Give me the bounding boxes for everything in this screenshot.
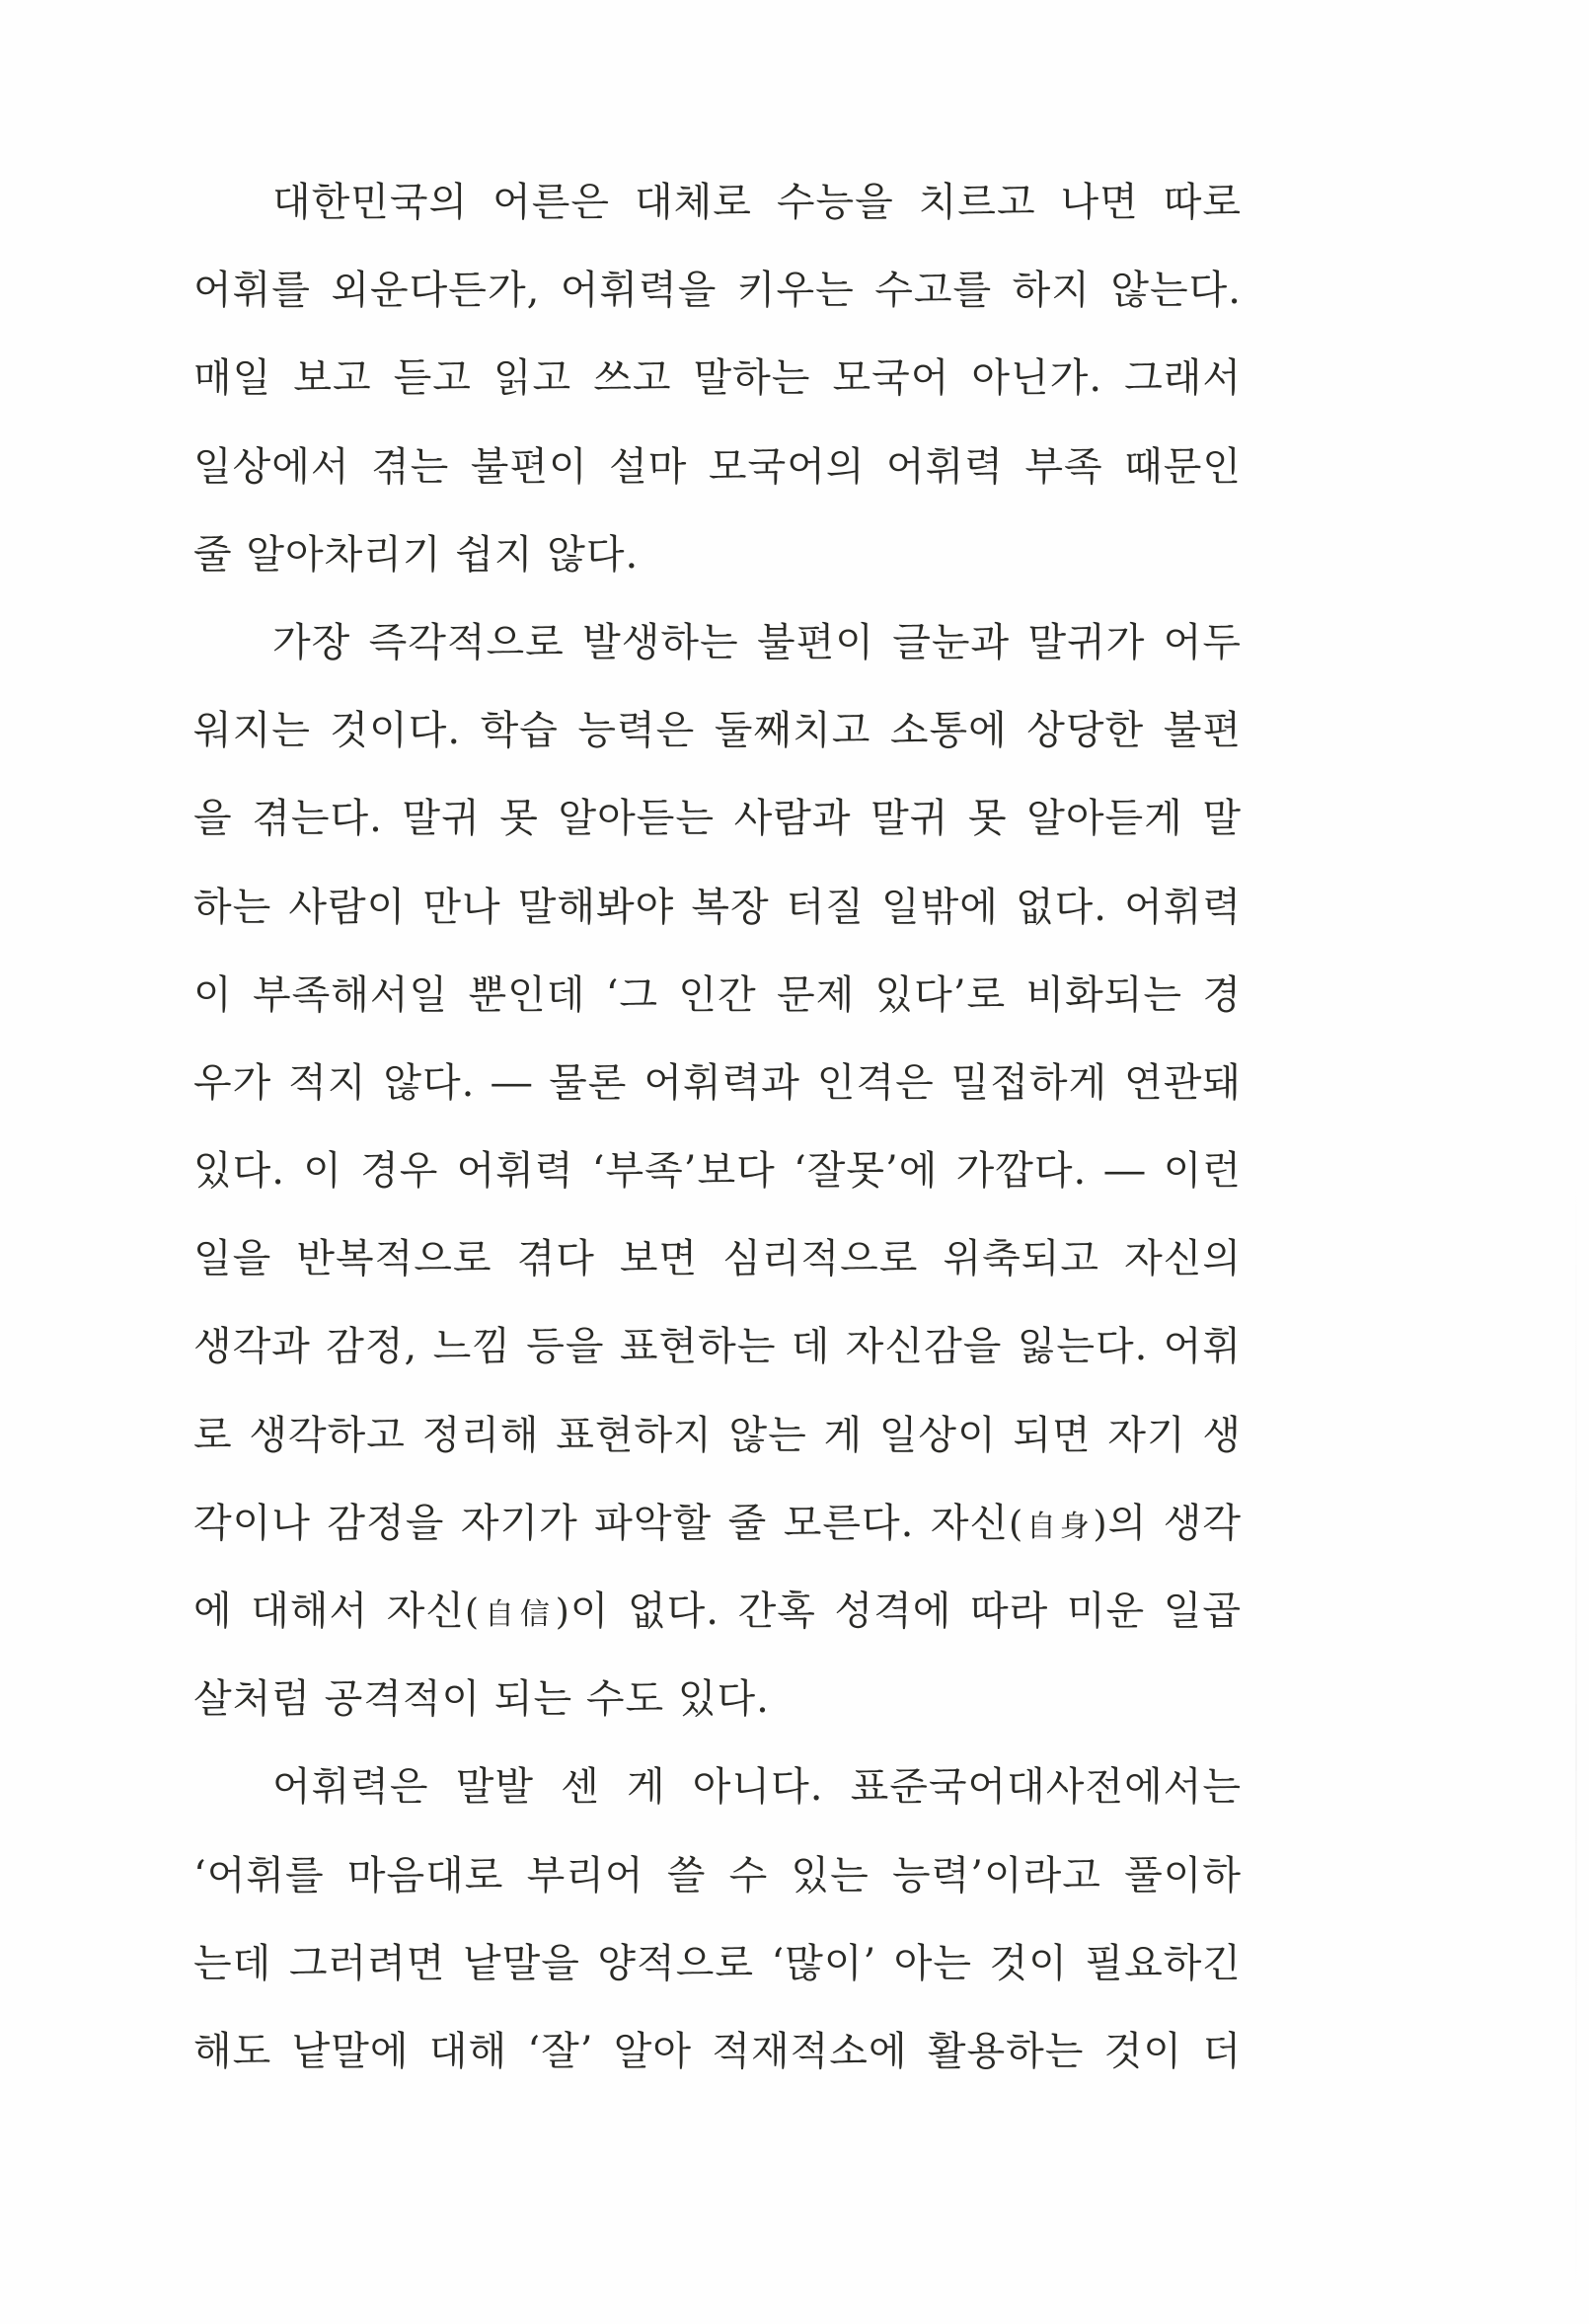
- text-line: 생각과 감정, 느낌 등을 표현하는 데 자신감을 잃는다. 어휘: [193, 1324, 1242, 1370]
- text-line: 일을 반복적으로 겪다 보면 심리적으로 위축되고 자신의: [193, 1236, 1242, 1282]
- text-line: 어휘를 외운다든가, 어휘력을 키우는 수고를 하지 않는다.: [193, 268, 1242, 314]
- open-paren: (: [1009, 1504, 1024, 1545]
- text-line: 일상에서 겪는 불편이 설마 모국어의 어휘력 부족 때문인: [193, 443, 1242, 490]
- body-text: [193, 173, 1242, 2110]
- text-line: ‘어휘를 마음대로 부리어 쓸 수 있는 능력’이라고 풀이하: [193, 1852, 1242, 1898]
- text-line: 워지는 것이다. 학습 능력은 둘째치고 소통에 상당한 불편: [193, 708, 1242, 754]
- hanja-annotation: 自身: [1023, 1509, 1094, 1544]
- paragraph-3: [193, 1757, 1242, 2110]
- open-paren: (: [465, 1592, 481, 1633]
- close-paren: ): [1093, 1504, 1108, 1545]
- text-line: 줄 알아차리기 쉽지 않다.: [193, 531, 640, 578]
- text-segment: 이 없다. 간혹 성격에 따라 미운 일곱: [569, 1588, 1242, 1634]
- page-edge-shadow: [1575, 1155, 1577, 2320]
- text-line-with-hanja: [193, 1494, 1242, 1582]
- paragraph-2: [193, 613, 1242, 1757]
- text-line: 가장 즉각적으로 발생하는 불편이 글눈과 말귀가 어두: [272, 619, 1242, 665]
- text-segment: 의 생각: [1107, 1500, 1243, 1546]
- text-line: 있다. 이 경우 어휘력 ‘부족’보다 ‘잘못’에 가깝다. ― 이런: [193, 1148, 1242, 1195]
- hanja-annotation: 自信: [480, 1597, 556, 1632]
- text-line-with-hanja: [193, 1582, 1242, 1669]
- text-line: 로 생각하고 정리해 표현하지 않는 게 일상이 되면 자기 생: [193, 1412, 1242, 1458]
- text-line: 이 부족해서일 뿐인데 ‘그 인간 문제 있다’로 비화되는 경: [193, 971, 1242, 1018]
- text-line: 을 겪는다. 말귀 못 알아듣는 사람과 말귀 못 알아듣게 말: [193, 796, 1242, 842]
- text-line: 매일 보고 듣고 읽고 쓰고 말하는 모국어 아닌가. 그래서: [193, 355, 1242, 402]
- text-segment: 각이나 감정을 자기가 파악할 줄 모른다. 자신: [193, 1500, 1010, 1546]
- close-paren: ): [555, 1592, 570, 1633]
- text-line: 우가 적지 않다. ― 물론 어휘력과 인격은 밀접하게 연관돼: [193, 1059, 1242, 1106]
- text-line: 대한민국의 어른은 대체로 수능을 치르고 나면 따로: [272, 180, 1242, 225]
- text-line: 하는 사람이 만나 말해봐야 복장 터질 일밖에 없다. 어휘력: [193, 884, 1242, 930]
- text-line: 는데 그러려면 낱말을 양적으로 ‘많이’ 아는 것이 필요하긴: [193, 1940, 1242, 1986]
- text-line: 해도 낱말에 대해 ‘잘’ 알아 적재적소에 활용하는 것이 더: [193, 2028, 1242, 2074]
- text-segment: 에 대해서 자신: [193, 1588, 466, 1634]
- text-line: 어휘력은 말발 센 게 아니다. 표준국어대사전에서는: [272, 1764, 1242, 1811]
- paragraph-1: [193, 173, 1242, 613]
- text-line: 살처럼 공격적이 되는 수도 있다.: [193, 1676, 770, 1723]
